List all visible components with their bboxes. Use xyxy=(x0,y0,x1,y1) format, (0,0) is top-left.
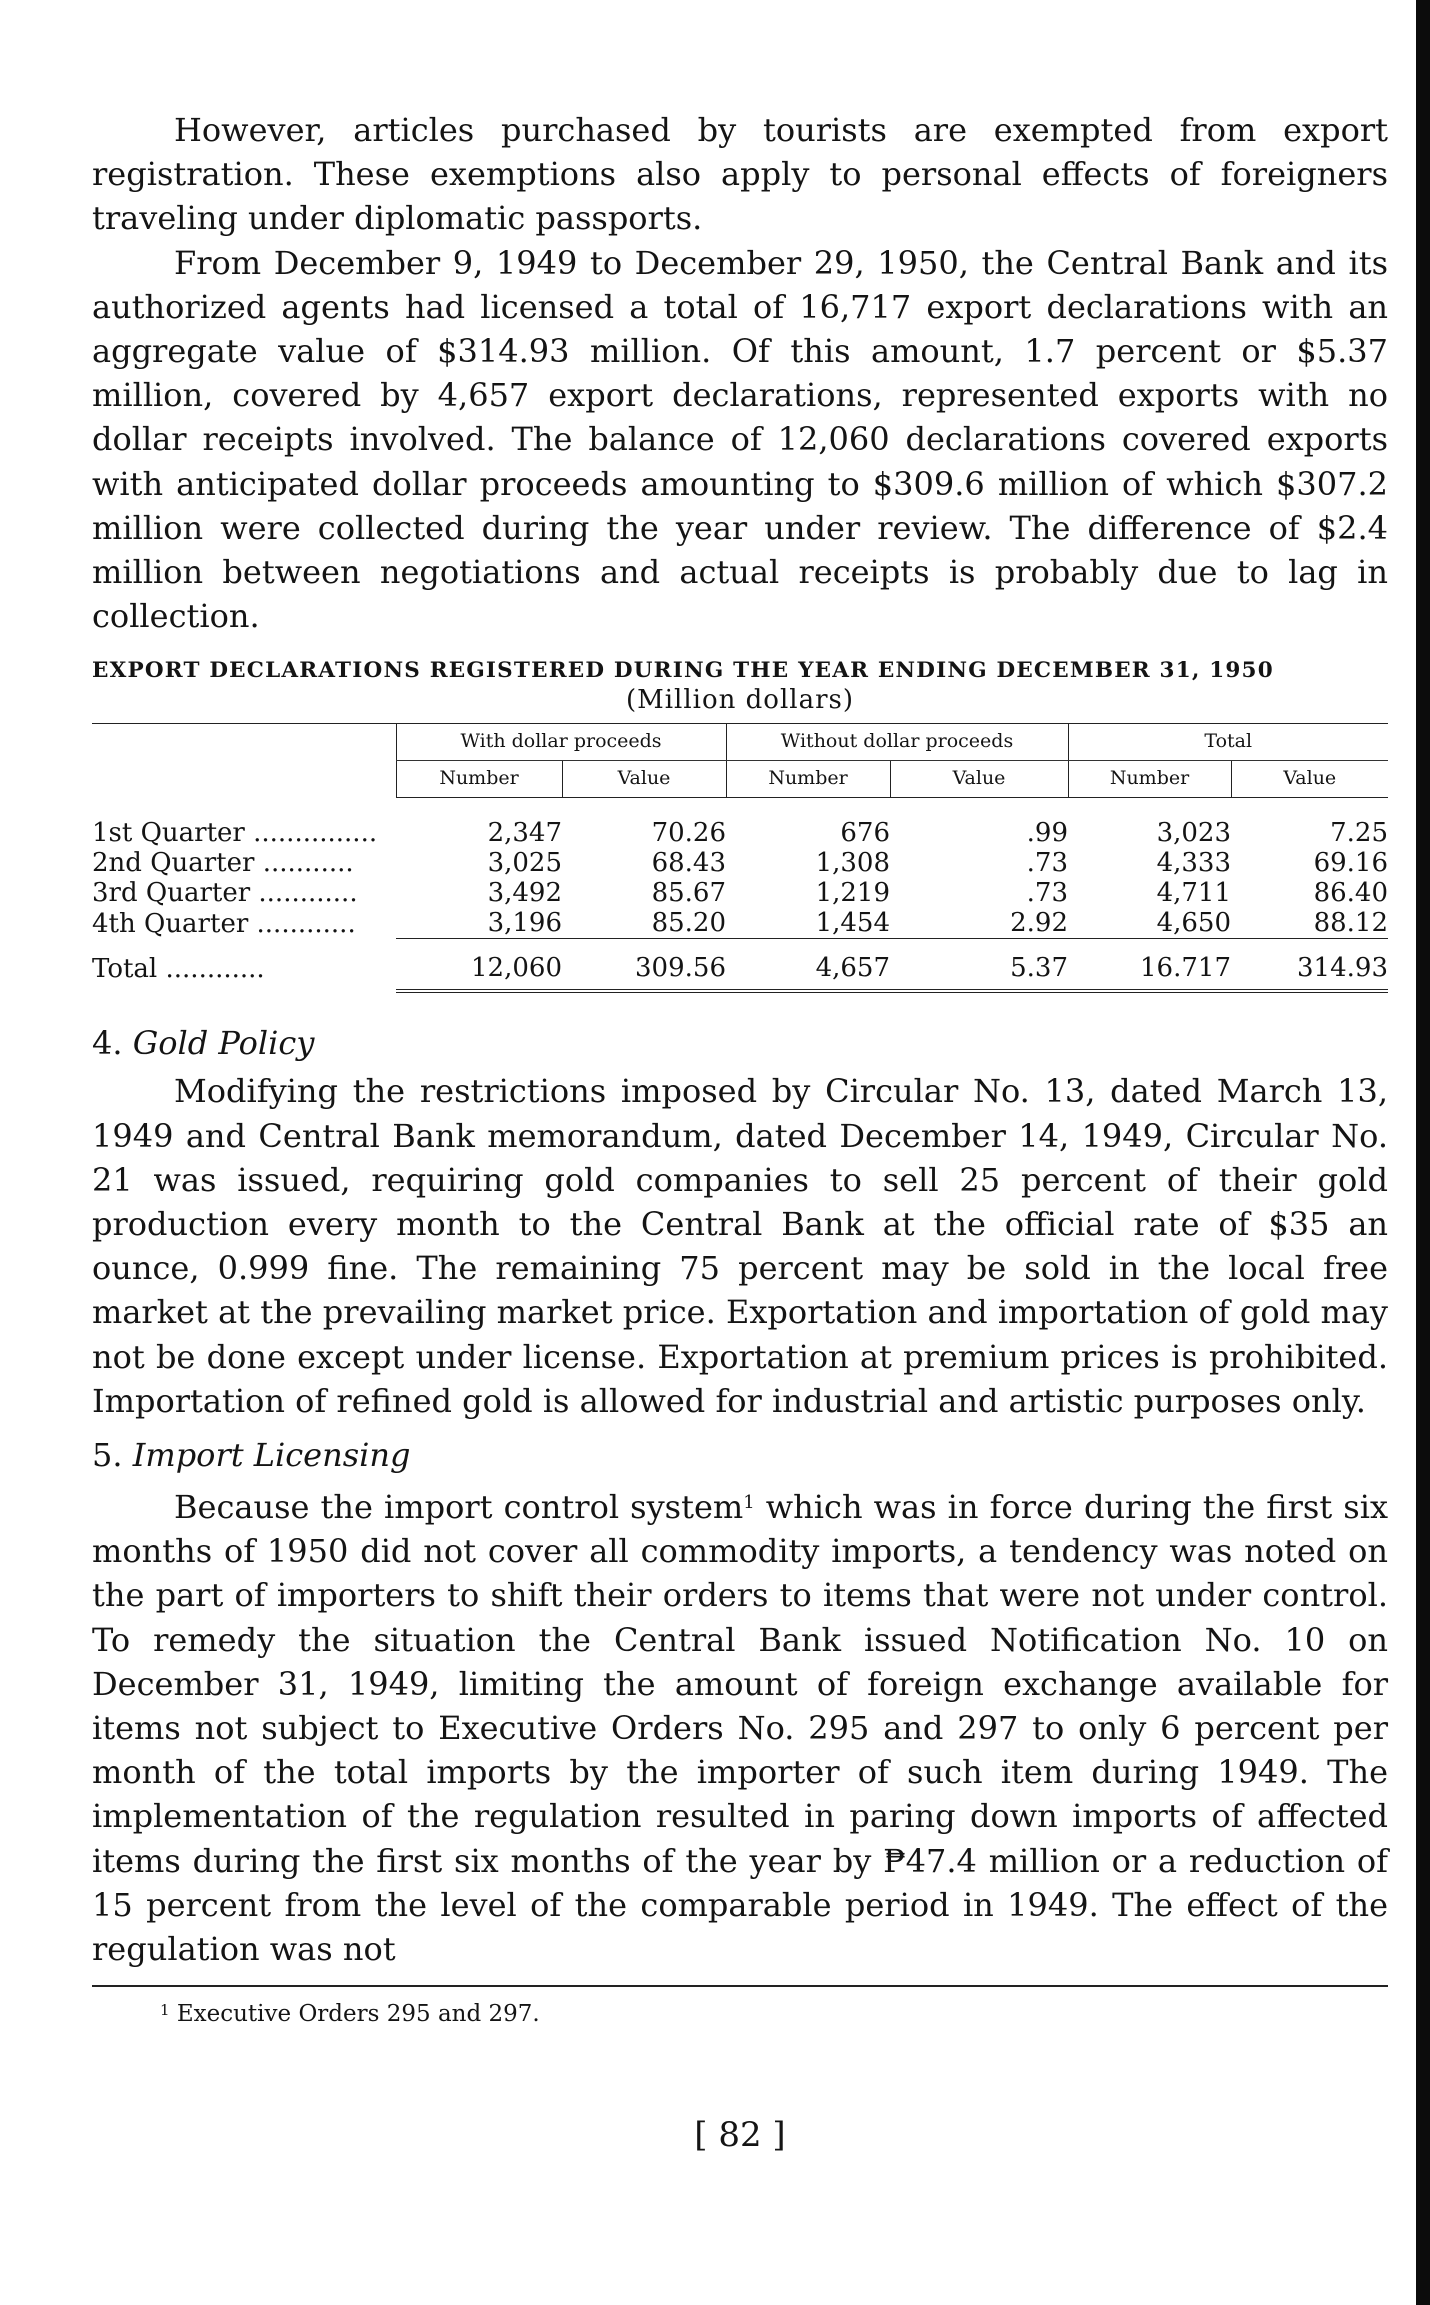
table-cell: .73 xyxy=(1026,848,1068,879)
group-header-total: Total xyxy=(1068,724,1388,761)
total-cell: 12,060 xyxy=(396,939,562,992)
total-cell: 314.93 xyxy=(1231,939,1388,992)
total-cell: 5.37 xyxy=(890,939,1068,992)
table-cell: 69.16 xyxy=(1313,848,1388,879)
table-cell: 88.12 xyxy=(1231,908,1388,939)
footnote-reference: 1 xyxy=(743,1492,755,1514)
total-cell: 4,657 xyxy=(726,939,890,992)
export-declarations-table xyxy=(92,723,1388,993)
paragraph-exemptions: However, articles purchased by tourists are exempted from export registration. These exemptions also apply to personal effects of foreigners traveling under diplomatic passports. xyxy=(92,111,1388,238)
table-total-row xyxy=(92,939,1388,992)
column-header: Number xyxy=(726,761,890,798)
footnote xyxy=(92,2001,1388,2027)
section-number: 5. xyxy=(92,1436,123,1475)
section-title: Gold Policy xyxy=(132,1024,315,1063)
footnote-mark: 1 xyxy=(160,2001,170,2020)
footnote-text: Executive Orders 295 and 297. xyxy=(176,2001,540,2028)
table-cell: 3,196 xyxy=(396,908,562,939)
table-cell: 3,023 xyxy=(1156,818,1231,849)
table-cell: 85.20 xyxy=(562,908,726,939)
total-cell: 16.717 xyxy=(1068,939,1231,992)
table-cell: 7.25 xyxy=(1330,818,1388,849)
footnote-divider xyxy=(92,1985,1388,1987)
paragraph-licensed-declarations: From December 9, 1949 to December 29, 1950, the Central Bank and its authorized agents had licensed a total of 16,717 export declarations with an aggregate value of $314.93 million. Of this amount, 1.7 percent or $5.37 million, covered by 4,657 export declarations, represented exports with no dollar receipts involved. The balance of 12,060 declarations covered exports with anticipated dollar proceeds amounting to $309.6 million of which $307.2 million were collected during the year under review. The difference of $2.4 million between negotiations and actual receipts is probably due to lag in collection. xyxy=(92,243,1388,636)
table-row xyxy=(92,908,1388,939)
column-header: Number xyxy=(1068,761,1231,798)
table-cell: 4,711 xyxy=(1156,878,1231,909)
row-label: 1st Quarter ............... xyxy=(92,818,378,849)
table-cell: 1,454 xyxy=(726,908,890,939)
section-number: 4. xyxy=(92,1024,123,1063)
column-header: Value xyxy=(1231,761,1388,798)
table-title: EXPORT DECLARATIONS REGISTERED DURING THE YEAR ENDING DECEMBER 31, 1950 xyxy=(92,658,1274,684)
table-cell: 85.67 xyxy=(651,878,726,909)
paragraph-import-licensing: Because the import control system$^1$ which was in force during the first six months of 1950 did not cover all commodity imports, a tendency was noted on the part of importers to shift their orders to items that were not under control. To remedy the situation the Central Bank issued Notification No. 10 on December 31, 1949, limiting the amount of foreign exchange available for items not subject to Executive Orders No. 295 and 297 to only 6 percent per month of the total imports by the importer of such item during 1949. The implementation of the regulation resulted in paring down imports of affected items during the first six months of the year by ₱47.4 million or a reduction of 15 percent from the level of the comparable period in 1949. The effect of the regulation was not xyxy=(92,1488,1389,1969)
row-label-header xyxy=(92,724,396,798)
table-cell: 4,333 xyxy=(1156,848,1231,879)
total-cell: 309.56 xyxy=(562,939,726,992)
table-cell: 1,308 xyxy=(815,848,890,879)
table-cell: 3,492 xyxy=(487,878,562,909)
section-title: Import Licensing xyxy=(132,1436,411,1475)
table-cell: 2.92 xyxy=(890,908,1068,939)
table-row xyxy=(92,848,1388,878)
table-cell: .99 xyxy=(1026,818,1068,849)
column-header: Value xyxy=(890,761,1068,798)
section-heading-import-licensing xyxy=(92,1433,1388,1477)
table-cell: 68.43 xyxy=(651,848,726,879)
paragraph-gold-policy: Modifying the restrictions imposed by Circular No. 13, dated March 13, 1949 and Central Bank memorandum, dated December 14, 1949, Circular No. 21 was issued, requiring gold companies to sell 25 percent of their gold production every month to the Central Bank at the official rate of $35 an ounce, 0.999 fine. The remaining 75 percent may be sold in the local free market at the prevailing market price. Exportation and importation of gold may not be done except under license. Exportation at premium prices is prohibited. Importation of refined gold is allowed for industrial and artistic purposes only. xyxy=(92,1072,1388,1420)
table-cell: 4,650 xyxy=(1068,908,1231,939)
group-header-with-proceeds: With dollar proceeds xyxy=(396,724,726,761)
page-edge-bar xyxy=(1416,0,1430,2305)
column-header: Number xyxy=(396,761,562,798)
table-cell: 70.26 xyxy=(651,818,726,849)
row-label: 3rd Quarter ............ xyxy=(92,878,358,909)
total-label: Total ............ xyxy=(92,954,265,985)
page-number: [ 82 ] xyxy=(694,2115,786,2155)
table-cell: 676 xyxy=(840,818,890,849)
section-heading-gold-policy xyxy=(92,1021,1388,1065)
table-subtitle: (Million dollars) xyxy=(625,685,855,716)
table-row xyxy=(92,878,1388,908)
table-cell: .73 xyxy=(1026,878,1068,909)
column-header: Value xyxy=(562,761,726,798)
table-cell: 1,219 xyxy=(815,878,890,909)
group-header-without-proceeds: Without dollar proceeds xyxy=(726,724,1068,761)
table-cell: 3,025 xyxy=(487,848,562,879)
table-cell: 86.40 xyxy=(1313,878,1388,909)
row-label: 2nd Quarter ........... xyxy=(92,848,354,879)
table-cell: 2,347 xyxy=(487,818,562,849)
table-row xyxy=(92,798,1388,849)
document-page xyxy=(92,108,1388,2027)
row-label: 4th Quarter ............ xyxy=(92,908,356,939)
